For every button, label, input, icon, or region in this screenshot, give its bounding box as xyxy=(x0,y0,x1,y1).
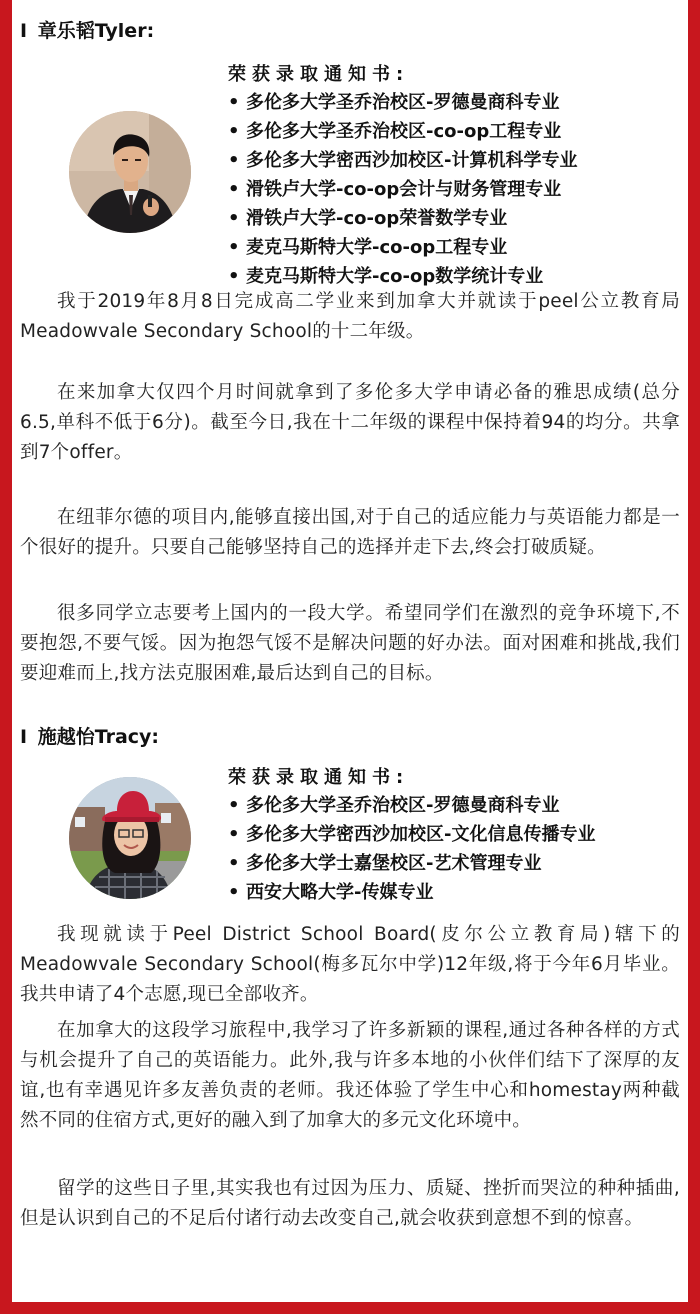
paragraph: 我于2019年8月8日完成高二学业来到加拿大并就读于peel公立教育局Meadowvale Secondary School的十二年级。 xyxy=(20,291,680,342)
bullet: • xyxy=(228,853,240,874)
offer-item xyxy=(228,878,595,907)
bullet: • xyxy=(228,92,240,113)
paragraph: 很多同学立志要考上国内的一段大学。希望同学们在激烈的竞争环境下,不要抱怨,不要气馁。因为抱怨气馁不是解决问题的好办法。面对困难和挑战,我们要迎难而上,找方法克服困难,最后达到自己的目标。 xyxy=(20,603,680,684)
student-name-heading xyxy=(20,722,159,749)
offer-text: 多伦多大学密西沙加校区-计算机科学专业 xyxy=(246,150,578,171)
offer-title: 荣获录取通知书: xyxy=(228,767,410,788)
offer-text: 多伦多大学圣乔治校区-罗德曼商科专业 xyxy=(246,92,560,113)
bullet: • xyxy=(228,824,240,845)
offer-item xyxy=(228,849,595,878)
red-border-right xyxy=(688,0,700,1314)
offer-list-tracy xyxy=(228,765,595,907)
student-name-heading xyxy=(20,16,154,43)
offer-item xyxy=(228,117,577,146)
student-name: 章乐韬Tyler: xyxy=(37,20,155,42)
offer-text: 多伦多大学圣乔治校区-罗德曼商科专业 xyxy=(246,795,560,816)
bullet: • xyxy=(228,150,240,171)
paragraph: 留学的这些日子里,其实我也有过因为压力、质疑、挫折而哭泣的种种插曲,但是认识到自己的不足后付诸行动去改变自己,就会收获到意想不到的惊喜。 xyxy=(20,1178,680,1229)
offer-item xyxy=(228,233,577,262)
offer-item xyxy=(228,204,577,233)
bullet: • xyxy=(228,208,240,229)
bullet: • xyxy=(228,179,240,200)
offer-item xyxy=(228,88,577,117)
red-border-left xyxy=(0,0,12,1314)
offer-list-tyler xyxy=(228,62,577,291)
paragraph: 在来加拿大仅四个月时间就拿到了多伦多大学申请必备的雅思成绩(总分6.5,单科不低于6分)。截至今日,我在十二年级的课程中保持着94的均分。共拿到7个offer。 xyxy=(20,382,680,463)
offer-item xyxy=(228,791,595,820)
bullet: • xyxy=(228,237,240,258)
paragraph: 在加拿大的这段学习旅程中,我学习了许多新颖的课程,通过各种各样的方式与机会提升了自己的英语能力。此外,我与许多本地的小伙伴们结下了深厚的友谊,也有幸遇见许多友善负责的老师。我还体验了学生中心和homestay两种截然不同的住宿方式,更好的融入到了加拿大的多元文化环境中。 xyxy=(20,1020,680,1131)
offer-text: 多伦多大学密西沙加校区-文化信息传播专业 xyxy=(246,824,596,845)
student-photo-tyler xyxy=(69,111,191,233)
offer-text: 滑铁卢大学-co-op荣誉数学专业 xyxy=(246,208,508,229)
offer-title: 荣获录取通知书: xyxy=(228,64,410,85)
offer-item xyxy=(228,175,577,204)
portrait-illustration xyxy=(69,111,191,233)
student-name: 施越怡Tracy: xyxy=(37,726,160,748)
bullet: • xyxy=(228,882,240,903)
heading-bar: I xyxy=(20,726,28,748)
offer-text: 多伦多大学圣乔治校区-co-op工程专业 xyxy=(246,121,562,142)
offer-item xyxy=(228,820,595,849)
paragraph: 我现就读于Peel District School Board(皮尔公立教育局)辖下的Meadowvale Secondary School(梅多瓦尔中学)12年级,将于今年6月毕业。我共申请了4个志愿,现已全部收齐。 xyxy=(20,924,680,1005)
bullet: • xyxy=(228,266,240,287)
bullet: • xyxy=(228,795,240,816)
offer-text: 西安大略大学-传媒专业 xyxy=(246,882,434,903)
offer-text: 麦克马斯特大学-co-op工程专业 xyxy=(246,237,508,258)
red-border-bottom xyxy=(0,1302,700,1314)
offer-text: 多伦多大学士嘉堡校区-艺术管理专业 xyxy=(246,853,542,874)
offer-item xyxy=(228,146,577,175)
offer-text: 麦克马斯特大学-co-op数学统计专业 xyxy=(246,266,544,287)
bullet: • xyxy=(228,121,240,142)
paragraph: 在纽菲尔德的项目内,能够直接出国,对于自己的适应能力与英语能力都是一个很好的提升。只要自己能够坚持自己的选择并走下去,终会打破质疑。 xyxy=(20,507,680,558)
offer-text: 滑铁卢大学-co-op会计与财务管理专业 xyxy=(246,179,562,200)
portrait-illustration xyxy=(69,777,191,899)
student-photo-tracy xyxy=(69,777,191,899)
heading-bar: I xyxy=(20,20,28,42)
